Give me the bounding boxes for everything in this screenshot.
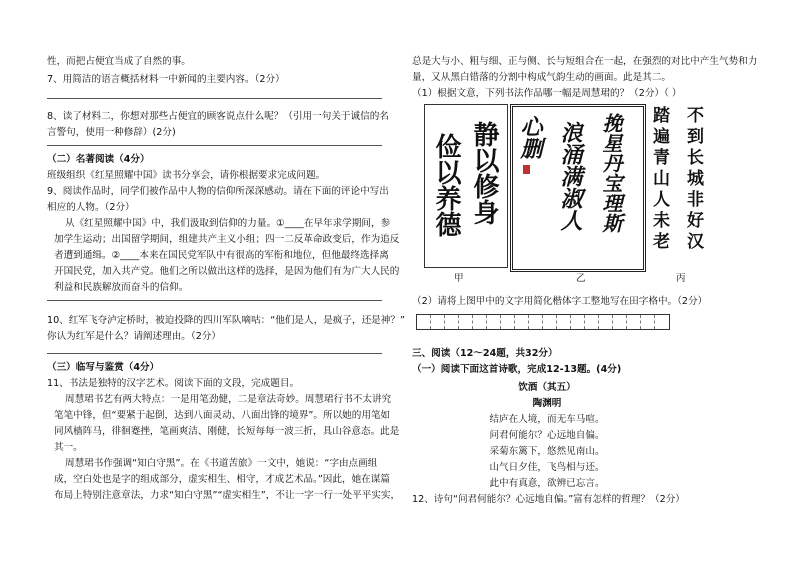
poem-author: 陶渊明 xyxy=(532,398,562,409)
text-line: 量，又从黑白错落的分割中构成气韵生动的画面。此是其二。 xyxy=(412,72,672,83)
calligraphy-text: 静以修身 xyxy=(469,121,499,225)
calligraphy-column xyxy=(650,106,667,253)
grid-cell[interactable] xyxy=(529,315,543,329)
caption-bing: 丙 xyxy=(676,273,686,284)
answer-line xyxy=(47,145,382,146)
text-line: 笔笔中锋，但“要紧于起倒，达到八面灵动、八面出锋的境界”。所以她的用笔如 xyxy=(54,410,391,421)
question-11: 11、书法是独特的汉字艺术。阅读下面的文段，完成题目。 xyxy=(47,378,300,389)
calligraphy-text: 心删 xyxy=(517,115,543,159)
text-line: 成，空白处也是字的组成部分，虚实相生、相守，才成艺术品。”因此，她在谋篇 xyxy=(54,474,390,485)
text-line: 周慧珺书作强调“知白守黑”。在《书道苦旅》一文中，她说：“字由点画组 xyxy=(65,458,378,469)
text-line: 班级组织《红星照耀中国》读书分享会，请你根据要求完成问题。 xyxy=(47,170,326,181)
question-9: 9、阅读作品时，同学们被作品中人物的信仰所深深感动。请在下面的评论中写出 xyxy=(47,186,389,197)
caption-yi: 乙 xyxy=(576,273,586,284)
question-7: 7、用简洁的语言概括材料一中新闻的主要内容。（2分） xyxy=(47,74,285,85)
grid-cell[interactable] xyxy=(585,315,599,329)
text-line: 开国民党，加入共产党。他们之所以做出这样的选择，是因为他们有为广大人民的 xyxy=(54,266,400,277)
question-8: 8、读了材料二，你想对那些占便宜的顾客说点什么呢？（引用一句关于诚信的名 xyxy=(47,111,389,122)
seal-stamp xyxy=(523,165,530,174)
writing-grid[interactable] xyxy=(416,314,670,330)
text-line: 性，而把占便宜当成了自然的事。 xyxy=(47,56,191,67)
grid-cell[interactable] xyxy=(473,315,487,329)
calligraphy-text: 浪涌满淑人 xyxy=(557,121,583,231)
calligraphy-yi xyxy=(510,104,646,272)
question-12: 12、诗句“问君何能尔？心远地自偏。”富有怎样的哲理？（2分） xyxy=(412,494,685,505)
poem-line: 问君何能尔？心远地自偏。 xyxy=(489,430,605,441)
calligraphy-jia xyxy=(424,104,508,268)
text-line: 布局上特别注意章法，力求“知白守黑”“虚实相生”，不让一字一行一处平平实实， xyxy=(54,490,401,501)
calligraphy-column xyxy=(684,106,701,253)
grid-cell[interactable] xyxy=(543,315,557,329)
calligraphy-bing xyxy=(646,104,714,266)
divider xyxy=(47,300,382,301)
poem-line: 山气日夕佳，飞鸟相与还。 xyxy=(489,462,605,473)
grid-cell[interactable] xyxy=(515,315,529,329)
calligraphy-column xyxy=(471,121,497,225)
grid-cell[interactable] xyxy=(459,315,473,329)
text-line: 利益和民族解放而奋斗的信仰。 xyxy=(54,282,189,293)
calligraphy-text: 踏遍青山人未老 xyxy=(649,106,669,253)
grid-cell[interactable] xyxy=(501,315,515,329)
grid-cell[interactable] xyxy=(627,315,641,329)
calligraphy-column xyxy=(601,113,621,233)
text-line: 者遭到通缉。②____本来在国民党军队中有很高的军衔和地位，但他最终选择离 xyxy=(54,250,389,261)
answer-line xyxy=(47,353,382,354)
grid-cell[interactable] xyxy=(641,315,655,329)
calligraphy-column xyxy=(519,115,541,159)
text-line: 从《红星照耀中国》中，我们汲取到信仰的力量。①____在早年求学期间，参 xyxy=(65,218,391,229)
calligraphy-text: 不到长城非好汉 xyxy=(683,106,703,253)
grid-cell[interactable] xyxy=(655,315,669,329)
poem-line: 采菊东篱下，悠然见南山。 xyxy=(489,446,605,457)
text-line: 其一。 xyxy=(54,442,83,453)
grid-cell[interactable] xyxy=(417,315,431,329)
grid-cell[interactable] xyxy=(445,315,459,329)
text-line: 加学生运动；出国留学期间，组建共产主义小组；四一二反革命政变后，作为追反 xyxy=(54,234,400,245)
calligraphy-text: 俭以养德 xyxy=(431,133,461,237)
section-heading-3: （三）临写与鉴赏（4分） xyxy=(47,362,160,373)
poem-line: 结庐在人境，而无车马喧。 xyxy=(489,414,605,425)
text-line: 同风樯阵马，徘徊蹇挫，笔画爽洁、刚健，长短每每一波三折，具山谷意态。此是 xyxy=(54,426,400,437)
question-10-cont: 你认为红军是什么？请阐述理由。（2分） xyxy=(47,331,221,342)
question-11-1: （1）根据文意，下列书法作品哪一幅是周慧珺的？（2分）（ ） xyxy=(412,88,682,99)
grid-cell[interactable] xyxy=(487,315,501,329)
caption-jia: 甲 xyxy=(454,273,464,284)
grid-cell[interactable] xyxy=(599,315,613,329)
poem-line: 此中有真意，欲辨已忘言。 xyxy=(489,478,605,489)
grid-cell[interactable] xyxy=(571,315,585,329)
calligraphy-column xyxy=(559,121,581,231)
text-line: 周慧珺书艺有两大特点：一是用笔劲健，二是章法奇妙。周慧珺行书不太讲究 xyxy=(65,394,392,405)
grid-cell[interactable] xyxy=(613,315,627,329)
answer-line xyxy=(47,98,382,99)
grid-cell[interactable] xyxy=(431,315,445,329)
question-9-cont: 相应的人物。（2分） xyxy=(47,202,135,213)
section-heading-poem: （一）阅读下面这首诗歌，完成12-13题。(4分) xyxy=(412,364,622,375)
question-10: 10、红军飞夺泸定桥时，被迫投降的四川军队嘀咕：“他们是人，是疯子，还是神？” xyxy=(47,315,405,326)
section-heading-2: （二）名著阅读（4分） xyxy=(47,154,150,165)
calligraphy-column xyxy=(433,133,459,237)
question-11-2: （2）请将上图甲中的文字用简化楷体字工整地写在田字格中。（2分） xyxy=(412,296,708,307)
poem-title: 饮酒（其五） xyxy=(518,382,576,393)
text-line: 总是大与小、粗与细、正与侧、长与短组合在一起，在强烈的对比中产生气势和力 xyxy=(412,56,758,67)
question-8-cont: 言警句，使用一种修辞）(2分) xyxy=(47,127,176,138)
calligraphy-text: 挽星丹宝理斯 xyxy=(599,113,623,233)
section-heading-reading: 三、阅读（12～24题，共32分） xyxy=(412,348,558,359)
grid-cell[interactable] xyxy=(557,315,571,329)
